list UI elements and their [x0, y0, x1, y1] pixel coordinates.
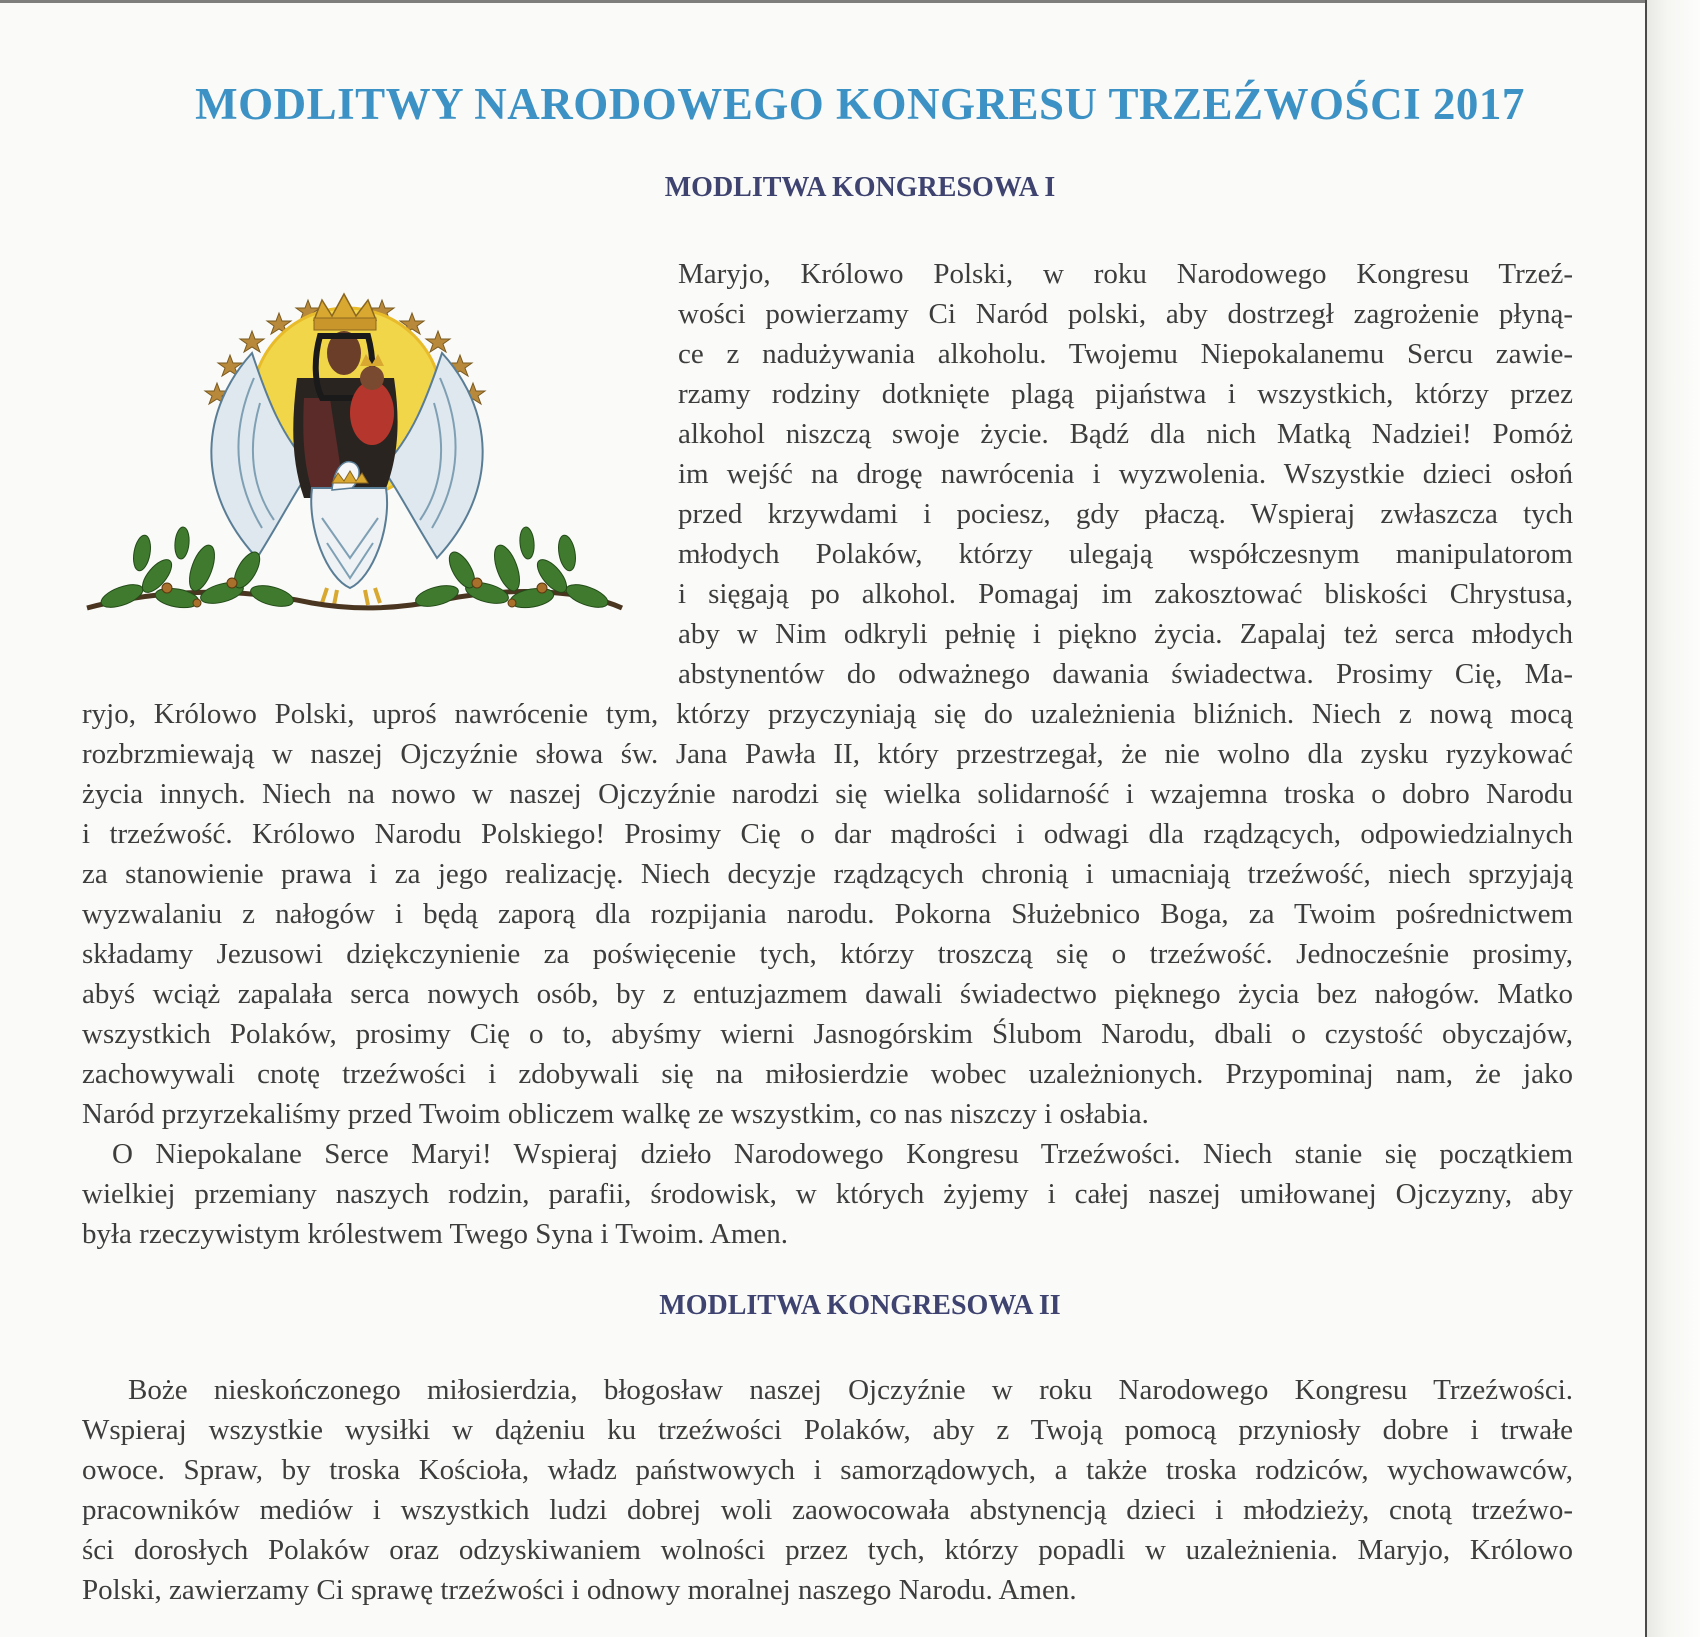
prayer1-line: aby w Nim odkryli pełnię i piękno życia. Zapalaj też serca młodych [678, 618, 1573, 650]
page-title: MODLITWY NARODOWEGO KONGRESU TRZEŹWOŚCI 2017 [195, 79, 1525, 129]
prayer1-line: i sięgają po alkohol. Pomagaj im zakosztować bliskości Chrystusa, [678, 578, 1573, 610]
prayer1-line: alkohol niszczą swoje życie. Bądź dla nich Matką Nadziei! Pomóż [678, 418, 1573, 450]
prayer-2-heading: MODLITWA KONGRESOWA II [659, 1290, 1061, 1321]
prayer1-line: rzamy rodziny dotknięte plagą pijaństwa i wszystkich, którzy przez [678, 378, 1573, 410]
prayer1-line: wielkiej przemiany naszych rodzin, parafii, środowisk, w których żyjemy i całej naszej umiłowanej Ojczyzny, aby [82, 1178, 1573, 1210]
prayer1-line: Maryjo, Królowo Polski, w roku Narodowego Kongresu Trzeź- [678, 258, 1573, 290]
prayer1-line: rozbrzmiewają w naszej Ojczyźnie słowa św. Jana Pawła II, który przestrzegał, że nie wolno dla zysku ryzykować [82, 738, 1573, 770]
page-margin-shadow [1647, 0, 1700, 1637]
prayer1-line: abyś wciąż zapalała serca nowych osób, by z entuzjazmem dawali świadectwo pięknego życia bez nałogów. Matko [82, 978, 1573, 1010]
prayer1-line: wyzwalaniu z nałogów i będą zaporą dla rozpijania narodu. Pokorna Służebnico Boga, za Twoim pośrednictwem [82, 898, 1573, 930]
prayer2-line: Polski, zawierzamy Ci sprawę trzeźwości i odnowy moralnej naszego Narodu. Amen. [82, 1574, 1077, 1606]
page-top-edge [0, 0, 1645, 3]
prayer2-line: ści dorosłych Polaków oraz odzyskiwaniem wolności przez tych, którzy popadli w uzależnienia. Maryjo, Królowo [82, 1534, 1573, 1566]
prayer2-line: owoce. Spraw, by troska Kościoła, władz państwowych i samorządowych, a także troska rodziców, wychowawców, [82, 1454, 1573, 1486]
prayer1-line: zachowywali cnotę trzeźwości i zdobywali się na miłosierdzie wobec uzależnionych. Przypominaj nam, że jako [82, 1058, 1573, 1090]
prayer1-line: za stanowienie prawa i za jego realizację. Niech decyzje rządzących chronią i umacniają trzeźwość, niech sprzyjają [82, 858, 1573, 890]
prayer1-line: ce z nadużywania alkoholu. Twojemu Niepokalanemu Sercu zawie- [678, 338, 1573, 370]
prayer1-line: wszystkich Polaków, prosimy Cię o to, abyśmy wierni Jasnogórskim Ślubom Narodu, dbali o czystość obyczajów, [82, 1018, 1573, 1050]
prayer1-line: młodych Polaków, którzy ulegają współczesnym manipulatorom [678, 538, 1573, 570]
prayer1-line: ryjo, Królowo Polski, uproś nawrócenie tym, którzy przyczyniają się do uzależnienia bliźnich. Niech z nową mocą [82, 698, 1573, 730]
prayer1-line: i trzeźwość. Królowo Narodu Polskiego! Prosimy Cię o dar mądrości i odwagi dla rządzących, odpowiedzialnych [82, 818, 1573, 850]
prayer1-line: O Niepokalane Serce Maryi! Wspieraj dzieło Narodowego Kongresu Trzeźwości. Niech stanie się początkiem [112, 1138, 1573, 1170]
prayer1-line: życia innych. Niech na nowo w naszej Ojczyźnie narodzi się wielka solidarność i wzajemna troska o dobro Narodu [82, 778, 1573, 810]
prayer2-line: Wspieraj wszystkie wysiłki w dążeniu ku trzeźwości Polaków, aby z Twoją pomocą przyniosły dobre i trwałe [82, 1414, 1573, 1446]
prayer1-line: przed krzywdami i pociesz, gdy płaczą. Wspieraj zwłaszcza tych [678, 498, 1573, 530]
prayer1-line: wości powierzamy Ci Naród polski, aby dostrzegł zagrożenie płyną- [678, 298, 1573, 330]
prayer1-line: Naród przyrzekaliśmy przed Twoim obliczem walkę ze wszystkim, co nas niszczy i osłabia. [82, 1098, 1149, 1130]
prayer1-line: składamy Jezusowi dziękczynienie za poświęcenie tych, którzy troszczą się o trzeźwość. Jednocześnie prosimy, [82, 938, 1573, 970]
madonna-eagle-emblem-icon [82, 258, 627, 628]
prayer1-line: była rzeczywistym królestwem Twego Syna i Twoim. Amen. [82, 1218, 789, 1250]
prayer1-line: abstynentów do odważnego dawania świadectwa. Prosimy Cię, Ma- [678, 658, 1573, 690]
prayer1-line: im wejść na drogę nawrócenia i wyzwolenia. Wszystkie dzieci osłoń [678, 458, 1573, 490]
prayer2-line: pracowników mediów i wszystkich ludzi dobrej woli zaowocowała abstynencją dzieci i młodzieży, cnotą trzeźwo- [82, 1494, 1573, 1526]
prayer-1-heading: MODLITWA KONGRESOWA I [664, 172, 1056, 203]
prayer2-line: Boże nieskończonego miłosierdzia, błogosław naszej Ojczyźnie w roku Narodowego Kongresu Trzeźwości. [128, 1374, 1573, 1406]
